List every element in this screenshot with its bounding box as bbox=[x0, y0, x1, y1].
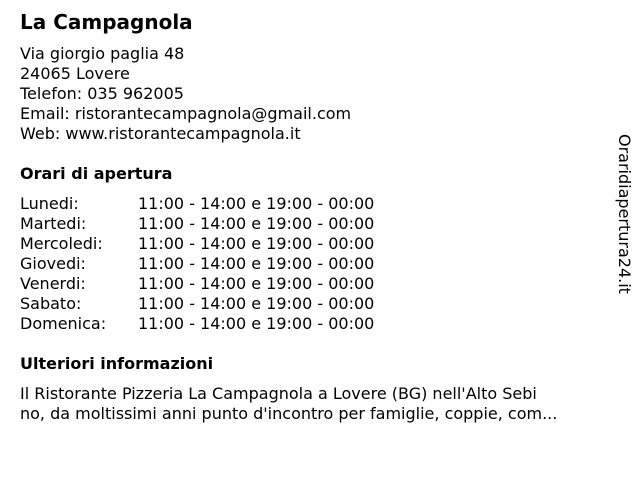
description-line: Il Ristorante Pizzeria La Campagnola a Lovere (BG) nell'Alto Sebi bbox=[20, 384, 537, 403]
time-range: 11:00 - 14:00 e 19:00 - 00:00 bbox=[138, 274, 375, 293]
business-name: La Campagnola bbox=[20, 10, 193, 34]
site-watermark: Oraridiapertura24.it bbox=[615, 134, 634, 294]
day-label: Mercoledi: bbox=[20, 234, 103, 253]
address-city: 24065 Lovere bbox=[20, 64, 130, 83]
address-street: Via giorgio paglia 48 bbox=[20, 44, 185, 63]
phone-line: Telefon: 035 962005 bbox=[20, 84, 184, 103]
email-line: Email: ristorantecampagnola@gmail.com bbox=[20, 104, 352, 123]
hours-row-wednesday bbox=[20, 234, 374, 254]
more-info-heading: Ulteriori informazioni bbox=[20, 354, 214, 373]
hours-row-saturday bbox=[20, 294, 374, 314]
time-range: 11:00 - 14:00 e 19:00 - 00:00 bbox=[138, 314, 375, 333]
description-line: no, da moltissimi anni punto d'incontro per famiglie, coppie, com... bbox=[20, 404, 558, 423]
hours-row-monday bbox=[20, 194, 374, 214]
description-text bbox=[20, 384, 620, 424]
opening-hours-table bbox=[20, 194, 374, 334]
day-label: Martedi: bbox=[20, 214, 87, 233]
hours-row-friday bbox=[20, 274, 374, 294]
time-range: 11:00 - 14:00 e 19:00 - 00:00 bbox=[138, 214, 375, 233]
time-range: 11:00 - 14:00 e 19:00 - 00:00 bbox=[138, 194, 375, 213]
time-range: 11:00 - 14:00 e 19:00 - 00:00 bbox=[138, 294, 375, 313]
website-line: Web: www.ristorantecampagnola.it bbox=[20, 124, 301, 143]
hours-row-sunday bbox=[20, 314, 374, 334]
day-label: Domenica: bbox=[20, 314, 107, 333]
day-label: Lunedi: bbox=[20, 194, 79, 213]
day-label: Sabato: bbox=[20, 294, 82, 313]
time-range: 11:00 - 14:00 e 19:00 - 00:00 bbox=[138, 254, 375, 273]
hours-row-thursday bbox=[20, 254, 374, 274]
hours-row-tuesday bbox=[20, 214, 374, 234]
day-label: Giovedi: bbox=[20, 254, 86, 273]
address-block bbox=[20, 44, 351, 144]
opening-hours-heading: Orari di apertura bbox=[20, 164, 173, 183]
day-label: Venerdi: bbox=[20, 274, 86, 293]
time-range: 11:00 - 14:00 e 19:00 - 00:00 bbox=[138, 234, 375, 253]
